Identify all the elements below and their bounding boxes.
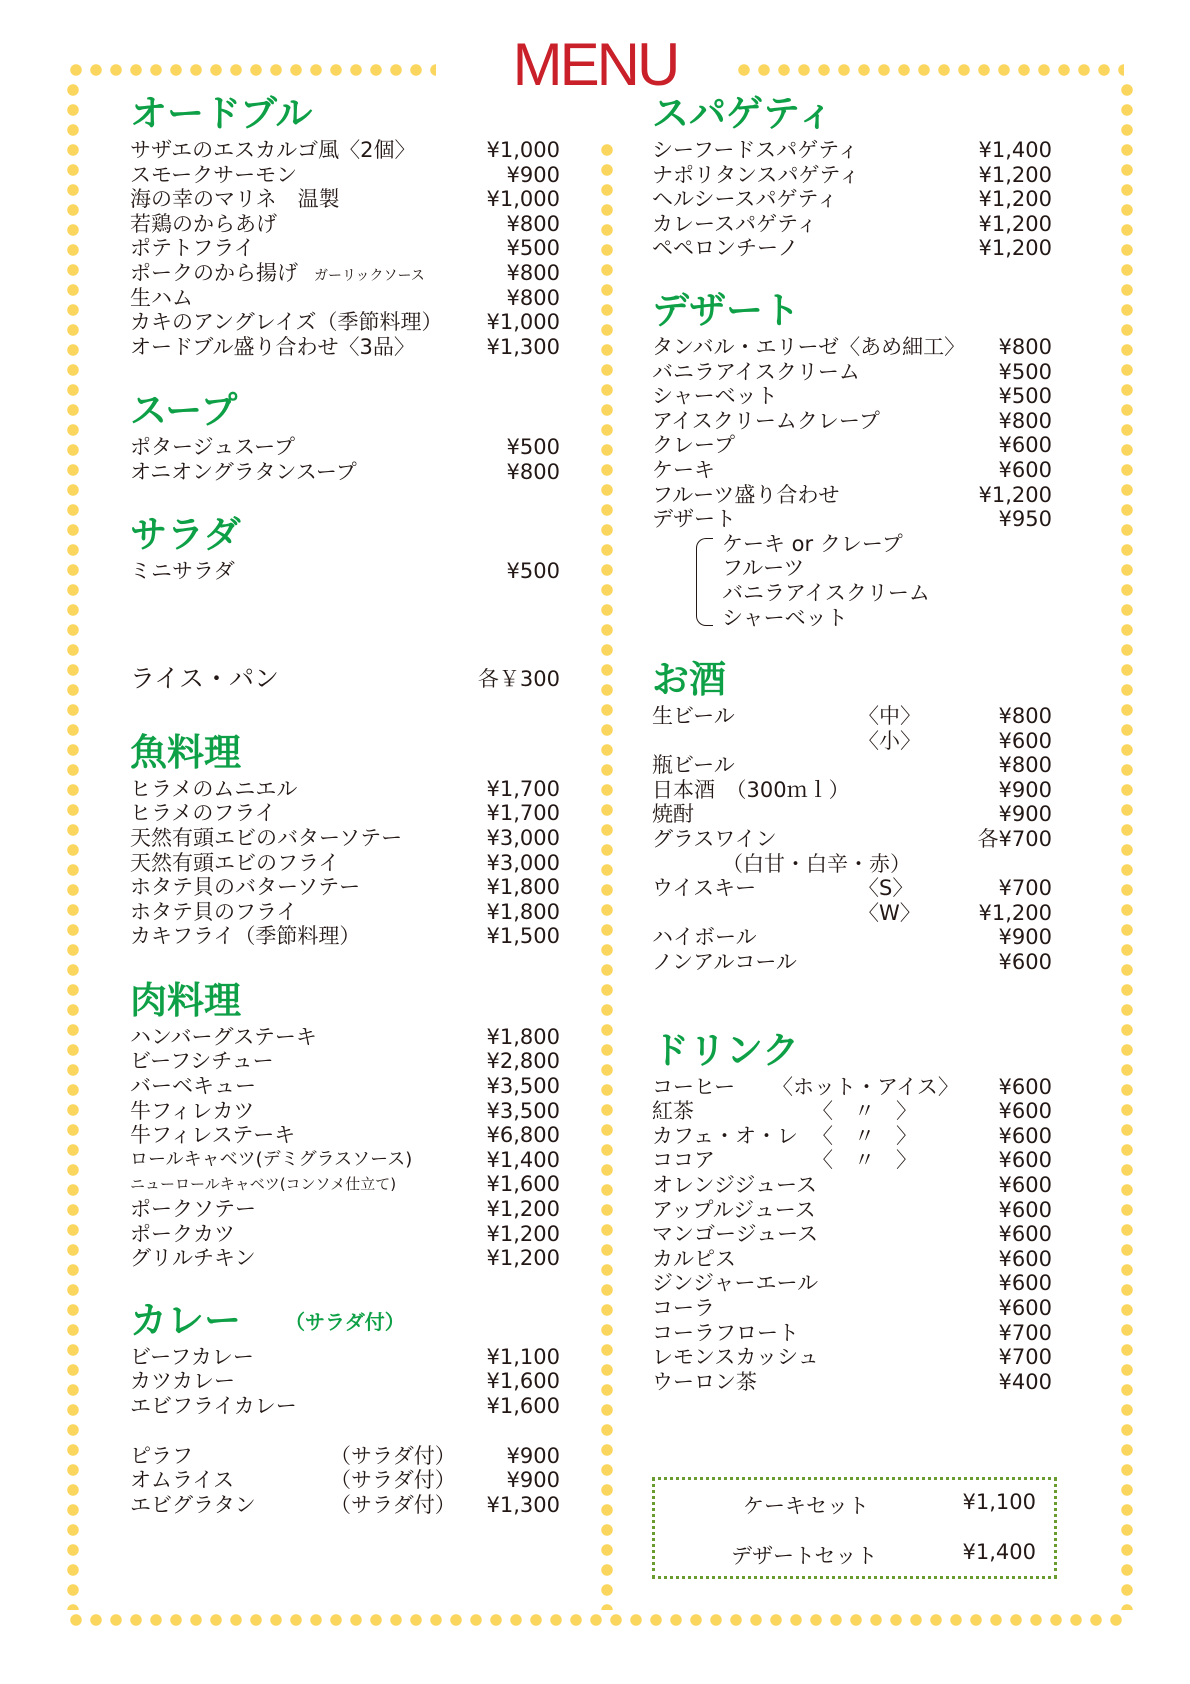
list-item: ホタテ貝のフライ ¥1,800 (130, 899, 560, 924)
list-item: ナポリタンスパゲティ ¥1,200 (652, 162, 1052, 187)
list-item: コーラ ¥600 (652, 1295, 1052, 1320)
section-heading-soup: スープ (130, 389, 238, 433)
list-item: ポタージュスープ ¥500 (130, 435, 560, 460)
list-item: 瓶ビール ¥800 (652, 753, 1052, 778)
list-item: 天然有頭エビのフライ ¥3,000 (130, 850, 560, 875)
choice-item: フルーツ (722, 556, 805, 581)
list-item: ハイボール ¥900 (652, 925, 1052, 950)
set-price-cake: ¥1,100 (962, 1490, 1036, 1514)
choice-item: バニラアイスクリーム (722, 580, 930, 605)
list-item: カキのアングレイズ（季節料理） ¥1,000 (130, 310, 560, 335)
frame-left-dots (66, 80, 80, 1610)
list-item: ウイスキー 〈S〉 ¥700 (652, 876, 1052, 901)
list-item: サザエのエスカルゴ風〈2個〉 ¥1,000 (130, 138, 560, 162)
list-item: 牛フィレステーキ ¥6,800 (130, 1123, 560, 1148)
list-item: フルーツ盛り合わせ ¥1,200 (652, 482, 1052, 507)
list-item: カキフライ（季節料理） ¥1,500 (130, 924, 560, 949)
section-heading-pasta: スパゲティ (652, 92, 835, 135)
list-item: カルピス ¥600 (652, 1246, 1052, 1271)
column-divider-dots (600, 140, 614, 1610)
list-item: シャーベット ¥500 (652, 384, 1052, 409)
list-item: タンバル・エリーゼ〈あめ細工〉 ¥800 (652, 334, 1052, 359)
list-item: エビグラタン （サラダ付） ¥1,300 (130, 1492, 560, 1517)
set-name-dessert: デザートセット (731, 1544, 878, 1568)
list-item: グラスワイン 各¥700 (652, 827, 1052, 852)
section-heading-alcohol: お酒 (652, 658, 726, 702)
list-item: ミニサラダ ¥500 (130, 558, 560, 583)
list-item: ピラフ （サラダ付） ¥900 (130, 1443, 560, 1468)
curry-note: （サラダ付） (285, 1309, 405, 1334)
list-item: カフェ・オ・レ 〈 〃 〉 ¥600 (652, 1123, 1052, 1148)
list-item: デザート ¥950 (652, 507, 1052, 532)
list-item: コーラフロート ¥700 (652, 1320, 1052, 1345)
list-item: アップルジュース ¥600 (652, 1197, 1052, 1222)
list-item: 海の幸のマリネ 温製 ¥1,000 (130, 187, 560, 212)
list-item: エビフライカレー ¥1,600 (130, 1394, 560, 1418)
item-note: ガーリックソース (314, 267, 425, 284)
list-item: 日本酒 （300ｍｌ） ¥900 (652, 777, 1052, 802)
section-heading-meat: 肉料理 (130, 978, 241, 1022)
list-item: ビーフカレー ¥1,100 (130, 1344, 560, 1369)
list-item: 生ビール 〈中〉 ¥800 (652, 704, 1052, 729)
list-item: 〈W〉 ¥1,200 (858, 900, 1052, 925)
list-item: ポークのから揚げ ガーリックソース ¥800 (130, 260, 560, 285)
frame-right-dots (1120, 80, 1134, 1610)
rice-bread-item: ライス・パン 各￥300 (130, 664, 560, 694)
menu-title: MENU (512, 31, 678, 98)
list-item: ハンバーグステーキ ¥1,800 (130, 1024, 560, 1049)
list-item: ホタテ貝のバターソテー ¥1,800 (130, 875, 560, 900)
list-item: ペペロンチーノ ¥1,200 (652, 236, 1052, 261)
set-name-cake: ケーキセット (743, 1494, 869, 1518)
list-item: アイスクリームクレープ ¥800 (652, 408, 1052, 433)
list-item: コーヒー 〈ホット・アイス〉 ¥600 (652, 1074, 1052, 1099)
list-item: ポテトフライ ¥500 (130, 236, 560, 261)
list-item: 焼酎 ¥900 (652, 802, 1052, 827)
list-item: ヒラメのムニエル ¥1,700 (130, 776, 560, 801)
frame-bottom-dots (66, 1613, 1126, 1627)
list-item: グリルチキン ¥1,200 (130, 1246, 560, 1271)
list-item: ジンジャーエール ¥600 (652, 1271, 1052, 1296)
list-item: ウーロン茶 ¥400 (652, 1369, 1052, 1394)
list-hors (130, 138, 560, 359)
section-heading-fish: 魚料理 (130, 730, 241, 774)
list-item: オムライス （サラダ付） ¥900 (130, 1468, 560, 1493)
list-item: バニラアイスクリーム ¥500 (652, 359, 1052, 384)
list-item: マンゴージュース ¥600 (652, 1222, 1052, 1247)
list-item: ロールキャベツ(デミグラスソース) ¥1,400 (130, 1147, 560, 1172)
list-item: （白甘・白辛・赤） (722, 851, 911, 876)
right-column (652, 90, 1052, 1394)
list-item: クレープ ¥600 (652, 433, 1052, 458)
list-item: シーフードスパゲティ ¥1,400 (652, 138, 1052, 162)
section-heading-dessert: デザート (652, 288, 800, 332)
left-column (130, 90, 560, 1517)
list-item: ヒラメのフライ ¥1,700 (130, 801, 560, 826)
dessert-choices (652, 532, 1052, 630)
list-item: ヘルシースパゲティ ¥1,200 (652, 187, 1052, 212)
list-item: ノンアルコール ¥600 (652, 950, 1052, 975)
set-price-dessert: ¥1,400 (962, 1540, 1036, 1564)
list-item: 牛フィレカツ ¥3,500 (130, 1098, 560, 1123)
list-item: ニューロールキャベツ(コンソメ仕立て) ¥1,600 (130, 1172, 560, 1197)
list-item: オレンジジュース ¥600 (652, 1173, 1052, 1197)
set-menu-box (652, 1477, 1057, 1579)
list-item: 若鶏のからあげ ¥800 (130, 211, 560, 236)
list-item: スモークサーモン ¥900 (130, 162, 560, 187)
section-heading-curry: カレー （サラダ付） (130, 1298, 405, 1342)
list-item: ポークソテー ¥1,200 (130, 1197, 560, 1222)
list-item: オニオングラタンスープ ¥800 (130, 459, 560, 484)
section-heading-salad: サラダ (130, 512, 241, 556)
list-item: 天然有頭エビのバターソテー ¥3,000 (130, 825, 560, 850)
list-item: 紅茶 〈 〃 〉 ¥600 (652, 1099, 1052, 1124)
section-heading-hors: オードブル (130, 92, 313, 135)
list-item: 生ハム ¥800 (130, 285, 560, 310)
list-item: ビーフシチュー ¥2,800 (130, 1049, 560, 1074)
list-item: カレースパゲティ ¥1,200 (652, 211, 1052, 236)
choice-item: ケーキ or クレープ (722, 531, 903, 556)
choice-item: シャーベット (722, 605, 848, 630)
list-item: 〈小〉 ¥600 (858, 728, 1052, 753)
list-item: カツカレー ¥1,600 (130, 1369, 560, 1394)
list-item: ココア 〈 〃 〉 ¥600 (652, 1148, 1052, 1173)
list-item: ポークカツ ¥1,200 (130, 1221, 560, 1246)
list-item: バーベキュー ¥3,500 (130, 1074, 560, 1099)
list-item: ケーキ ¥600 (652, 457, 1052, 482)
list-item: オードブル盛り合わせ〈3品〉 ¥1,300 (130, 334, 560, 359)
section-heading-drink: ドリンク (652, 1028, 800, 1072)
choice-bracket (696, 538, 713, 626)
list-item: レモンスカッシュ ¥700 (652, 1345, 1052, 1370)
